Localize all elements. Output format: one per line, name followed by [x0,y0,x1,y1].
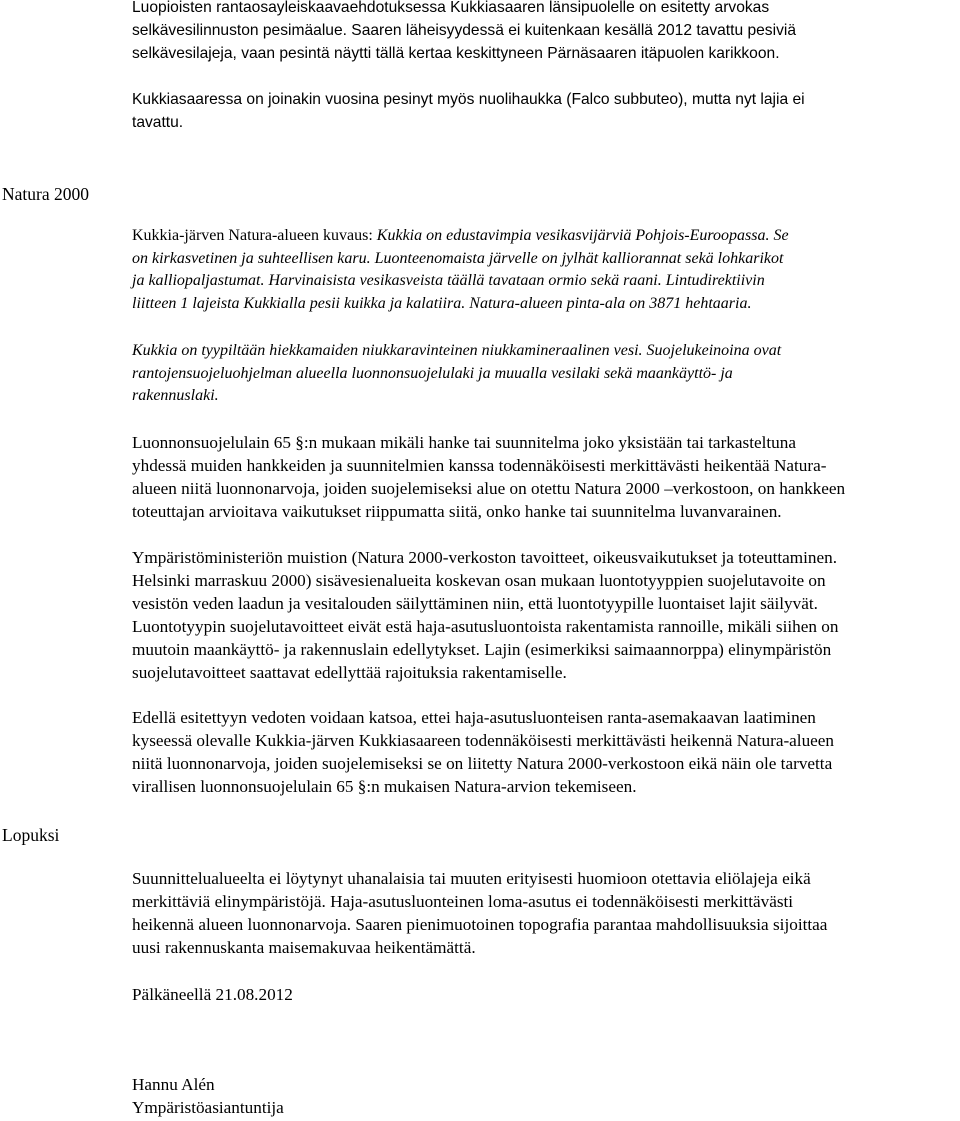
ministry-line-1: Ympäristöministeriön muistion (Natura 2000-verkoston tavoitteet, oikeusvaikutukset ja toteuttaminen. [132,548,838,567]
intro-line-2: selkävesilinnuston pesimäalue. Saaren läheisyydessä ei kuitenkaan kesällä 2012 tavattu pesiviä [132,22,797,39]
natura-conclusion-line-1: Edellä esitettyyn vedoten voidaan katsoa, ettei haja-asutusluonteisen ranta-asemakaavan laatiminen [132,708,816,727]
falco-line-1: Kukkiasaaressa on joinakin vuosina pesinyt myös nuolihaukka (Falco subbuteo), mutta nyt lajia ei [132,91,805,108]
ministry-line-3: vesistön veden laadun ja vesitalouden säilyttäminen niin, että luontotyypille luontaiset lajit säilyvät. [132,594,818,613]
lopuksi-line-3: heikennä alueen luonnonarvoja. Saaren pienimuotoinen topografia parantaa mahdollisuuksia sijoittaa [132,915,828,934]
ministry-line-2: Helsinki marraskuu 2000) sisävesienalueita koskevan osan mukaan luontotyyppien suojelutavoite on [132,571,826,590]
law-paragraph [132,431,950,523]
natura-desc-line-1 [132,225,950,248]
natura-heading: Natura 2000 [2,184,89,204]
ministry-line-6: suojelutavoitteet saattavat edellyttää rajoituksia rakentamiselle. [132,663,567,682]
natura-type-paragraph [132,340,950,408]
natura-type-line-1: Kukkia on tyypiltään hiekkamaiden niukkaravinteinen niukkamineraalinen vesi. Suojelukeinoina ovat [132,342,782,359]
natura-conclusion-line-3: niitä luonnonarvoja, joiden suojelemiseksi se on liitetty Natura 2000-verkostoon eikä näin ole tarvetta [132,754,833,773]
natura-type-line-2: rantojensuojeluohjelman alueella luonnonsuojelulaki ja muualla vesilaki sekä maankäyttö- ja [132,364,733,382]
law-line-4: toteuttajan arvioitava vaikutukset riippumatta siitä, onko hanke tai suunnitelma luvanvarainen. [132,502,782,521]
lopuksi-line-4: uusi rakennuskanta maisemakuvaa heikentämättä. [132,938,476,957]
intro-line-1: Luopioisten rantaosayleiskaavaehdotuksessa Kukkiasaaren länsipuolelle on esitetty arvokas [132,0,770,16]
falco-paragraph [132,88,950,134]
natura-desc-first: Kukkia on edustavimpia vesikasvijärviä Pohjois-Euroopassa. Se [376,227,789,244]
lopuksi-line-2: merkittäviä elinympäristöjä. Haja-asutusluonteinen loma-asutus ei todennäköisesti merkittävästi [132,892,794,911]
law-line-1: Luonnonsuojelulain 65 §:n mukaan mikäli hanke tai suunnitelma joko yksistään tai tarkasteltuna [132,433,796,452]
date-line [132,983,950,1006]
signature-title: Ympäristöasiantuntija [132,1098,284,1117]
natura-conclusion-line-2: kyseessä olevalle Kukkia-järven Kukkiasaareen todennäköisesti merkittävästi heikennä Natura-alueen [132,731,835,750]
lopuksi-line-1: Suunnittelualueelta ei löytynyt uhanalaisia tai muuten erityisesti huomioon otettavia eliölajeja eikä [132,869,811,888]
natura-desc-line-2: on kirkasvetinen ja suhteellisen karu. Luonteenomaista järvelle on jylhät kalliorannat sekä lohkarikot [132,249,784,267]
intro-paragraph [132,0,950,65]
falco-line-2: tavattu. [132,114,184,131]
natura-conclusion-paragraph [132,706,950,798]
natura-type-line-3: rakennuslaki. [132,387,219,404]
law-line-2: yhdessä muiden hankkeiden ja suunnitelmien kanssa todennäköisesti merkittävästi heikentää Natura- [132,456,827,475]
ministry-line-4: Luontotyypin suojelutavoitteet eivät estä haja-asutusluontoista rakentamista rannoille, mikäli siihen on [132,617,839,636]
law-line-3: alueen niitä luonnonarvoja, joiden suojelemiseksi alue on otettu Natura 2000 –verkostoon, on hankkeen [132,479,846,498]
ministry-paragraph [132,546,950,684]
intro-line-3: selkävesilajeja, vaan pesintä näytti tällä kertaa keskittyneen Pärnäsaaren itäpuolen karikkoon. [132,45,780,62]
natura-desc-label: Kukkia-järven Natura-alueen kuvaus: [132,227,377,244]
lopuksi-paragraph [132,867,950,959]
natura-desc-line-3: ja kalliopaljastumat. Harvinaisista vesikasveista täällä tavataan ormio sekä raani. Lintudirektiivin [132,272,765,289]
natura-description [132,225,950,315]
date-text: Pälkäneellä 21.08.2012 [132,985,293,1004]
lopuksi-heading: Lopuksi [2,825,60,845]
natura-desc-line-4: liitteen 1 lajeista Kukkialla pesii kuikka ja kalatiira. Natura-alueen pinta-ala on 3871 hehtaaria. [132,294,752,312]
signature-block [132,1073,950,1119]
signature-name: Hannu Alén [132,1075,215,1094]
ministry-line-5: muutoin maankäyttö- ja rakennuslain edellytykset. Lajin (esimerkiksi saimaannorppa) elinympäristön [132,640,832,659]
natura-conclusion-line-4: virallisen luonnonsuojelulain 65 §:n mukaisen Natura-arvion tekemiseen. [132,777,637,796]
